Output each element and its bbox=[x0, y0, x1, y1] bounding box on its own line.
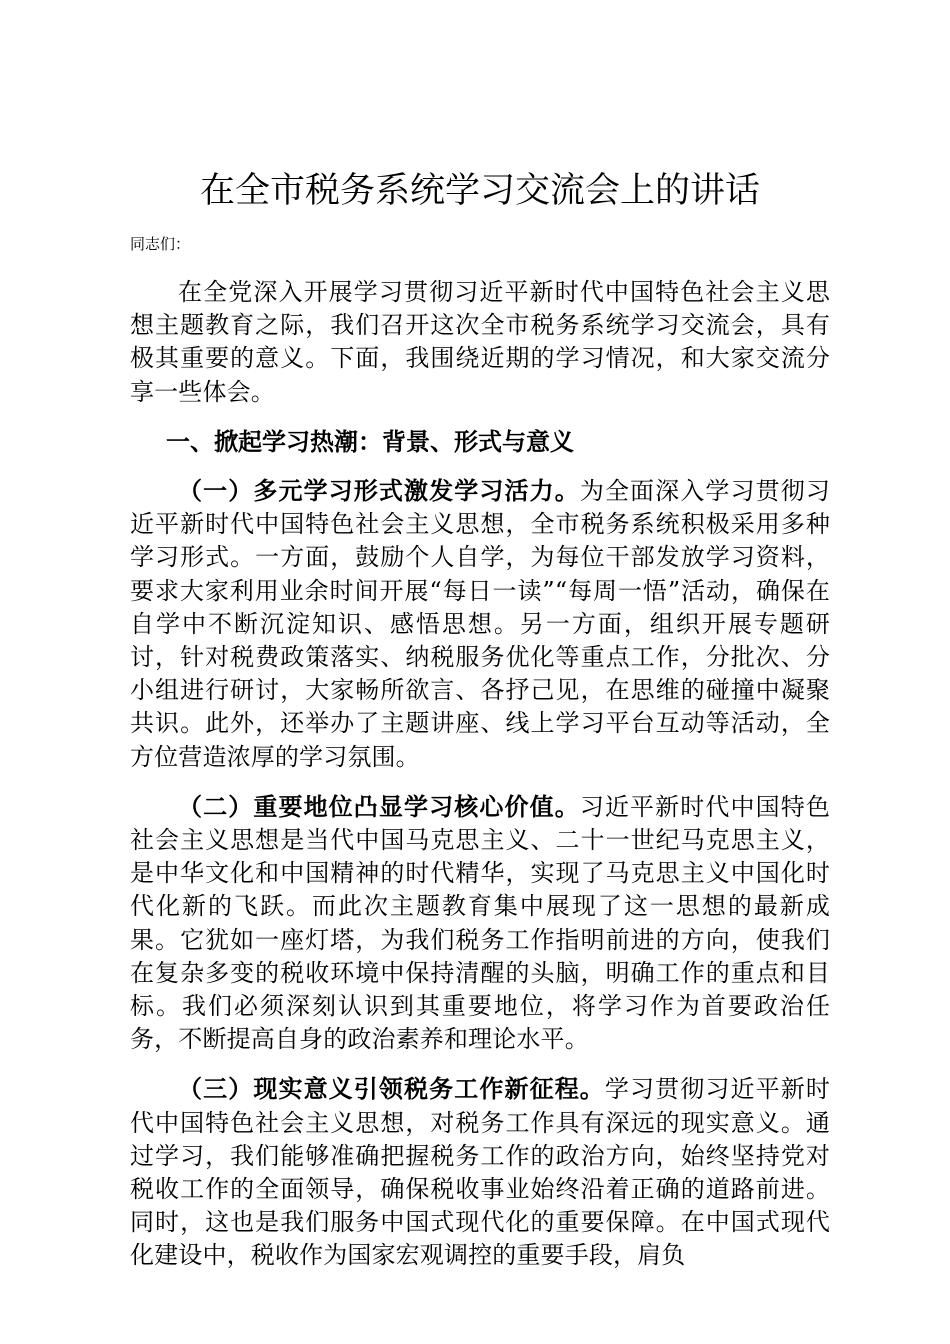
paragraph-item-2 bbox=[130, 790, 830, 1057]
intro-paragraph: 在全党深入开展学习贯彻习近平新时代中国特色社会主义思想主题教育之际，我们召开这次全市税务系统学习交流会，具有极其重要的意义。下面，我围绕近期的学习情况，和大家交流分享一些体会。 bbox=[130, 278, 830, 406]
salutation: 同志们： bbox=[130, 235, 191, 253]
paragraph-item-3 bbox=[130, 1072, 830, 1272]
paragraph-lead: （二）重要地位凸显学习核心价值。 bbox=[178, 791, 580, 821]
paragraph-item-1 bbox=[130, 474, 830, 774]
paragraph-text: 学习贯彻习近平新时代中国特色社会主义思想，对税务工作具有深远的现实意义。通过学习，我们能够准确把握税务工作的政治方向，始终坚持党对税收工作的全面领导，确保税收事业始终沿着正确的道路前进。同时，这也是我们服务中国式现代化的重要保障。在中国式现代化建设中，税收作为国家宏观调控的重要手段，肩负 bbox=[130, 1075, 830, 1270]
document-title: 在全市税务系统学习交流会上的讲话 bbox=[199, 171, 760, 211]
paragraph-lead: （一）多元学习形式激发学习活力。 bbox=[178, 476, 580, 506]
paragraph-lead: （三）现实意义引领税务工作新征程。 bbox=[178, 1074, 605, 1104]
document-body bbox=[130, 276, 830, 1289]
paragraph-text: 为全面深入学习贯彻习近平新时代中国特色社会主义思想，全市税务系统积极采用多种学习形式。一方面，鼓励个人自学，为每位干部发放学习资料，要求大家利用业余时间开展“每日一读”“每周一悟”活动，确保在自学中不断沉淀知识、感悟思想。另一方面，组织开展专题研讨，针对税费政策落实、纳税服务优化等重点工作，分批次、分小组进行研讨，大家畅所欲言、各抒己见，在思维的碰撞中凝聚共识。此外，还举办了主题讲座、线上学习平台互动等活动，全方位营造浓厚的学习氛围。 bbox=[130, 477, 831, 771]
paragraph-text: 习近平新时代中国特色社会主义思想是当代中国马克思主义、二十一世纪马克思主义，是中华文化和中国精神的时代精华，实现了马克思主义中国化时代化新的飞跃。而此次主题教育集中展现了这一思想的最新成果。它犹如一座灯塔，为我们税务工作指明前进的方向，使我们在复杂多变的税收环境中保持清醒的头脑，明确工作的重点和目标。我们必须深刻认识到其重要地位，将学习作为首要政治任务，不断提高自身的政治素养和理论水平。 bbox=[130, 792, 831, 1054]
section-heading: 一、掀起学习热潮：背景、形式与意义 bbox=[166, 426, 574, 456]
